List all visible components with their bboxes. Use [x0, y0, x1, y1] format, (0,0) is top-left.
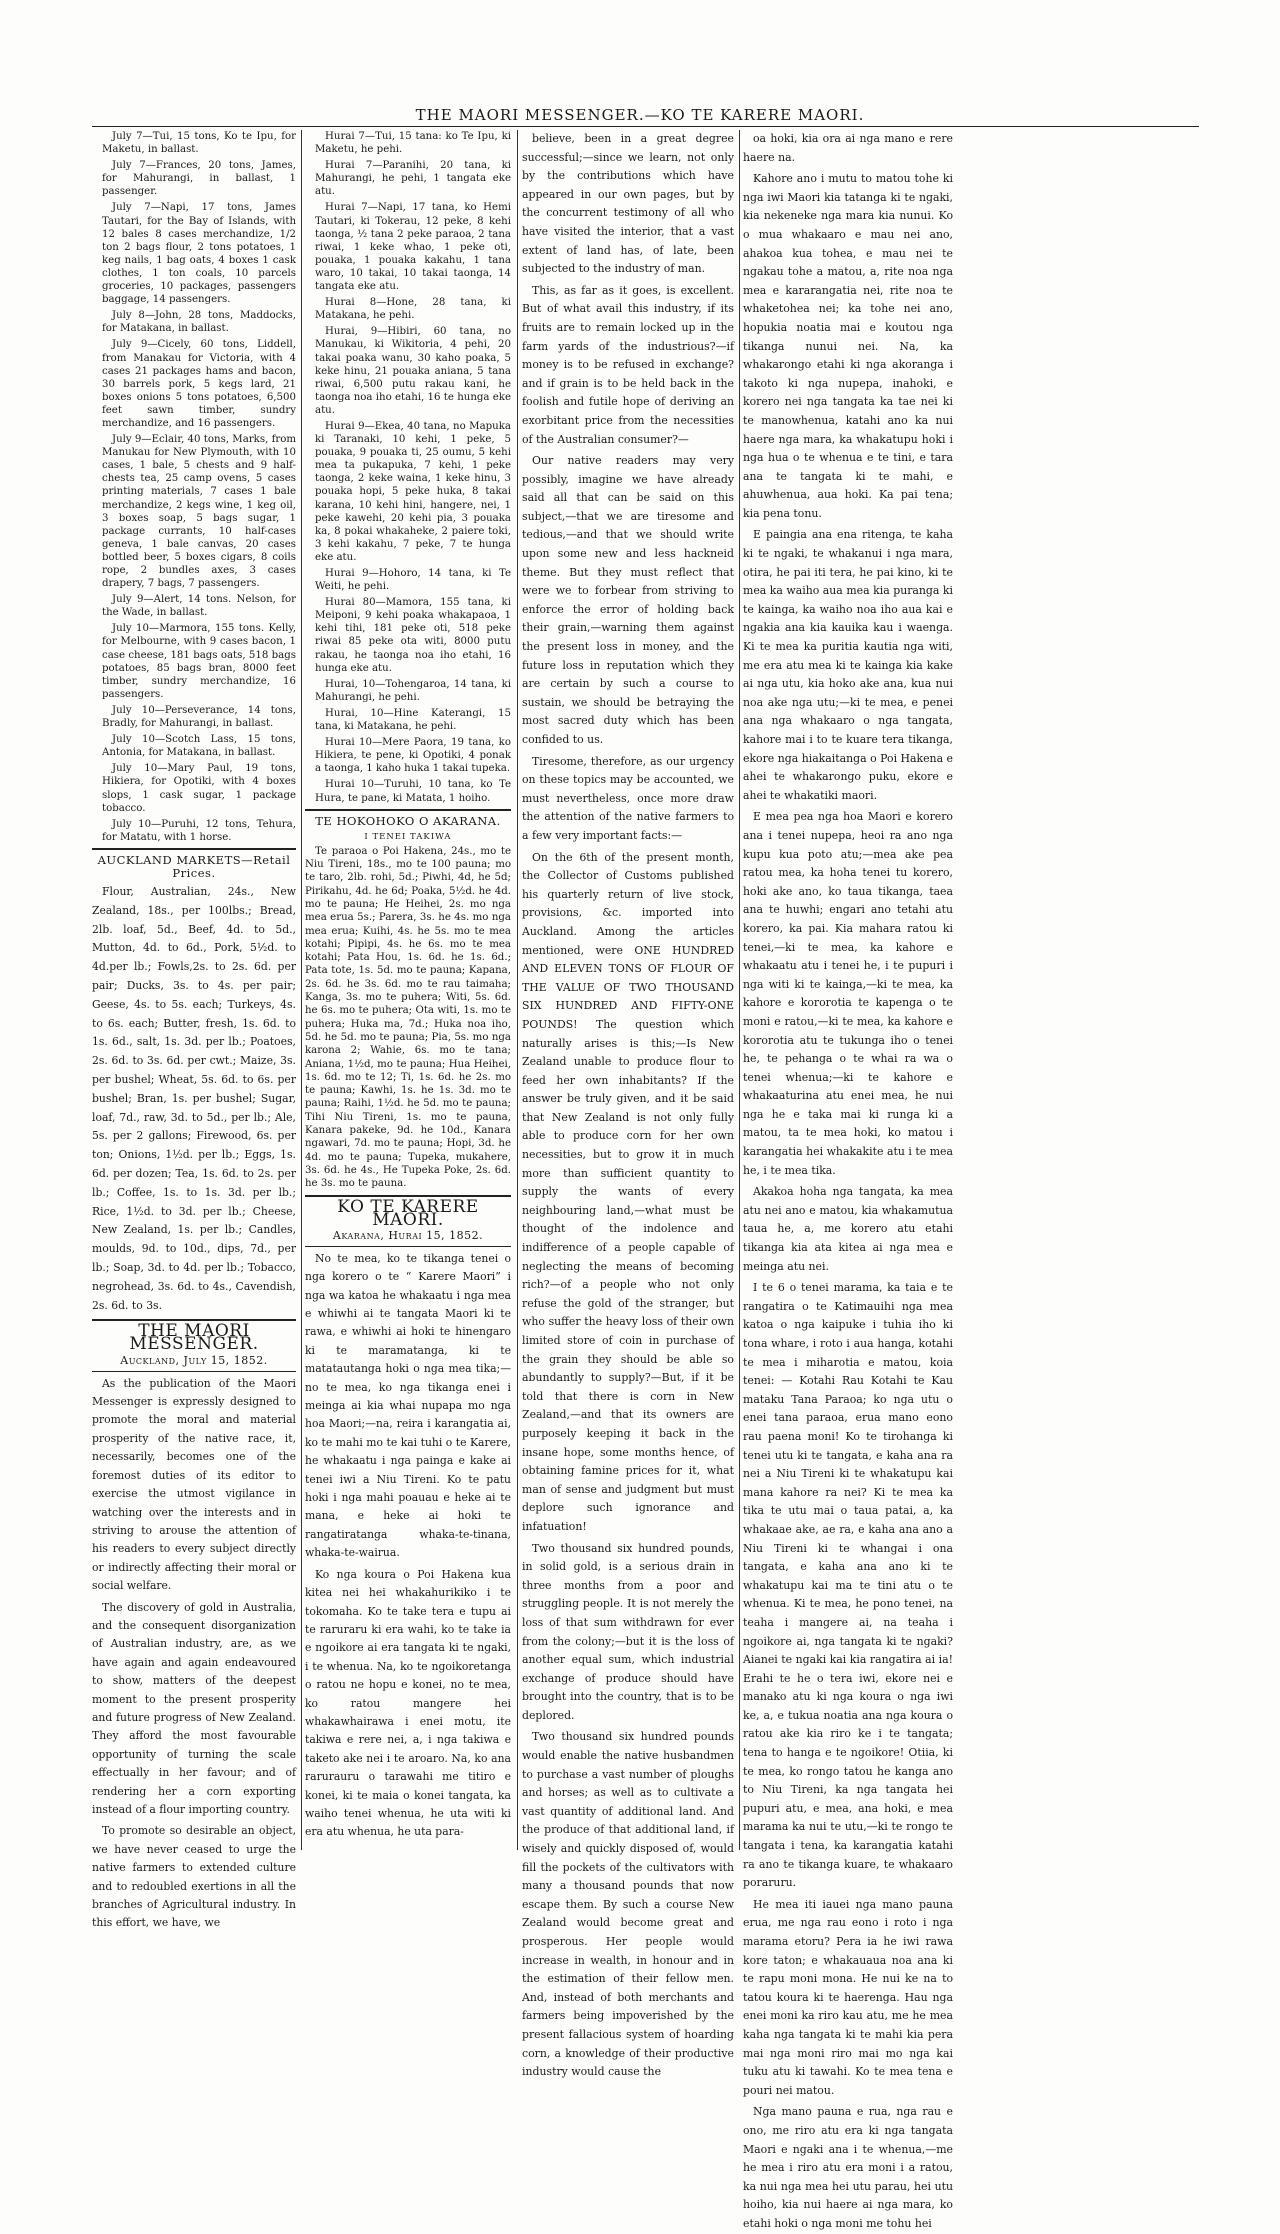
paragraph: Kahore ano i mutu to matou tohe ki nga iwi Maori kia tatanga ki te ngaki, kia nekeneke nga mara kia nunui. Ko o mua whakaaro e mau nei ano, ahakoa kua tohea, e mau nei te ngakau tohe a matou, a, rite noa nga mea e kararangatia nei, rite noa te whaketohea nei; ka tohe nei ano, hopukia noatia mai e koutou nga tikanga nunui nei. Na, ka whakarongo etahi ki nga akoranga i takoto ki nga nupepa, inahoki, e korero nei nga tangata ka tae nei ki te manowhenua, katahi ano ka nui haere nga mara, ka whakatupu hoki i nga hua o te whenua e te tini, e tara ana te tangata ki te mahi, e ahuwhenua, aua hoki. Ka pai tena; kia pena tonu.: [743, 172, 953, 520]
column-divider: [739, 130, 740, 1850]
shipping-entry: Hurai 7—Tui, 15 tana: ko Te Ipu, ki Maketu, he pehi.: [315, 131, 511, 156]
shipping-entry: July 7—Napi, 17 tons, James Tautari, for the Bay of Islands, with 12 bales 8 cases merchandize, 1/2 ton 2 bags flour, 2 tons potatoes, 1 keg nails, 1 bag oats, 4 boxes 1 cask clothes, 1 ton coals, 10 parcels groceries, 10 packages, passengers baggage, 14 passengers.: [102, 202, 296, 306]
shipping-entry: Hurai 8—Hone, 28 tana, ki Matakana, he pehi.: [315, 297, 511, 322]
paragraph: Tiresome, therefore, as our urgency on these topics may be accounted, we must nevertheless, once more draw the attention of the native farmers to a few very important facts:—: [522, 754, 734, 842]
shipping-entry: Hurai 7—Napi, 17 tana, ko Hemi Tautari, ki Tokerau, 12 peke, 8 kehi taonga, ½ tana 2 peke paraoa, 2 tana riwai, 1 keke whao, 1 peke oti, pouaka, 1 pouaka kakahu, 1 tana waro, 10 takai, 10 takai taonga, 14 tangata eke atu.: [315, 202, 511, 293]
paragraph: I te 6 o tenei marama, ka taia e te rangatira o te Katimauihi nga mea katoa o nga kaipuke i tuhia iho ki tona whare, i roto i aua hanga, kotahi te mea i miharotia e matou, koia tenei: — Kotahi Rau Kotahi te Kau mataku Tana Paraoa; ko nga utu o enei tana paraoa, erua mano eono rau paena moni! Ko te tirohanga ki tenei utu ki te tangata, e kaha ana ra nei a Niu Tireni ki te whakatupu kai mana kahore ra nei? Ki te mea ka tika te utu mai o taua patai, a, ka whakaae ake, ae ra, e kaha ana ano a Niu Tireni ki te whangai i ona tangata, e kaha ana ano ki te whakatupu kai ma te tini atu o te whenua. Ki te mea, he pono tenei, na teaha i mangere ai, na teaha i ngoikore ai, nga tangata ki te ngaki? Aianei te ngaki kai kia rangatira ai ia! Erahi te he o tera iwi, ekore nei e manako atu ki nga koura o nga iwi ke, a, e tukua noatia ana nga koura o ratou ake kia riro ke i te tangata; tena to hanga e te ngoikore! Otiia, ki te mea, ko rongo tatou he kanga ano to Niu Tireni, ka nga tangata hei pupuri atu, e mea, ana hoki, e mea marama ka nui te utu,—ki te rongo te tangata i tena, ka karangatia katahi ra ano te tikanga kuare, te whakaaro poraruru.: [743, 1281, 953, 1890]
editorial-maori-continued: [743, 130, 953, 2234]
column-3: [522, 130, 734, 2079]
masthead-rule: [92, 126, 1199, 127]
shipping-entry: Hurai, 10—Hine Katerangi, 15 tana, ki Matakana, he pehi.: [315, 707, 511, 733]
paragraph: The discovery of gold in Australia, and the consequent disorganization of Australian industry, are, as we have again and again endeavoured to show, matters of the deepest moment to the present prosperity and future progress of New Zealand. They afford the most favourable opportunity of turning the scale effectually in her favour; and of rendering her a corn exporting instead of a flour importing country.: [92, 1600, 296, 1817]
paragraph: Two thousand six hundred pounds, in solid gold, is a serious drain in three months from a poor and struggling people. It is not merely the loss of that sum withdrawn for ever from the colony;—but it is the loss of another equal sum, which industrial exchange of produce should have brought into the country, that is to be deplored.: [522, 1541, 734, 1722]
markets-title-maori: TE HOKOHOKO O AKARANA.: [315, 813, 501, 828]
paragraph: Our native readers may very possibly, imagine we have already said all that can be said on this subject,—that we are tiresome and tedious,—and that we should write upon some new and less hackneid theme. But they must reflect that were we to forbear from striving to enforce the error of holding back their grain,—warning them against the present loss in money, and the future loss in reputation which they are certain by such a course to sustain, we should be betraying the most sacred duty which has been confided to us.: [522, 454, 734, 746]
paper-title-english: THE MAORI MESSENGER.: [129, 1321, 259, 1355]
masthead: THE MAORI MESSENGER.—KO TE KARERE MAORI.: [415, 106, 865, 124]
shipping-entry: Hurai 7—Paranihi, 20 tana, ki Mahurangi, he pehi, 1 tangata eke atu.: [315, 160, 511, 198]
section-rule: [305, 809, 511, 811]
shipping-entry: July 7—Tui, 15 tons, Ko te Ipu, for Maketu, in ballast.: [102, 131, 296, 156]
paragraph: Two thousand six hundred pounds would enable the native husbandmen to purchase a vast number of ploughs and horses; as well as to cultivate a vast quantity of additional land. And the produce of that additional land, if wisely and quickly disposed of, would fill the pockets of the cultivators with many a thousand pounds that now escape them. By such a course New Zealand would become great and prosperous. Her people would increase in wealth, in honour and in the estimation of their fellow men. And, instead of both merchants and farmers being impoverished by the present fallacious system of hoarding corn, a knowledge of their productive industry would cause the: [522, 1730, 734, 2079]
shipping-entry: July 10—Marmora, 155 tons. Kelly, for Melbourne, with 9 cases bacon, 1 case cheese, 181 bags oats, 518 bags potatoes, 85 bags bran, 8000 feet timber, sundry merchandize, 16 passengers.: [102, 623, 296, 700]
paragraph: This, as far as it goes, is excellent. But of what avail this industry, if its fruits are to remain locked up in the farm yards of the industrious?—if money is to be refused in exchange? and if grain is to be held back in the foolish and futile hope of deriving an exorbitant price from the necessities of the Australian consumer?—: [522, 283, 734, 446]
shipping-entry: July 10—Perseverance, 14 tons, Bradly, for Mahurangi, in ballast.: [102, 704, 296, 730]
paragraph: No te mea, ko te tikanga tenei o nga korero o te “ Karere Maori” i nga wa katoa he whakaatu i nga mea e whiwhi ai te tangata Maori ki te rawa, e whiwhi ai hoki te hinengaro ki te maramatanga, ki te matatautanga hoki o nga mea tika;—no te mea, ko nga tikanga enei i meinga ai kia whai nupapa mo nga hoa Maori;—na, reira i karangatia ai, ko te mahi mo te kai tuhi o te Karere, he whakaatu i nga painga e kake ai tenei iwi a Niu Tireni. Ko te patu hoki i nga mahi poauau e heke ai te mana, e heke ai hoki te rangatiratanga whaka-te-tinana, whaka-te-wairua.: [305, 1251, 511, 1560]
column-divider: [301, 130, 302, 1850]
paragraph: He mea iti iauei nga mano pauna erua, me nga rau eono i roto i nga marama etoru? Pera ia he iwi rawa kore taton; e whakauaua noa ana ki te rapu moni mona. He nui ke na to tatou koura ki te haerenga. Hau nga enei moni ka riro kau atu, me he mea kaha nga tangata ki te mahi kia pera mai nga moni riro mai mo nga kai tuku atu ki tawahi. Ko te mea tena e pouri nei matou.: [743, 1897, 953, 2097]
shipping-entry: July 7—Frances, 20 tons, James, for Mahurangi, in ballast, 1 passenger.: [102, 160, 296, 198]
paragraph: oa hoki, kia ora ai nga mano e rere haere na.: [743, 132, 953, 164]
markets-subtitle-maori: I TENEI TAKIWA: [364, 831, 452, 842]
editorial-english-continued: [522, 130, 734, 2082]
paragraph: Ko nga koura o Poi Hakena kua kitea nei hei whakahurikiko i te tokomaha. Ko te take tera e tupu ai te raruraru ki era wahi, ko te take ia e ngoikore ai era tangata ki te ngaki, i te whenua. Na, ko te ngoikoretanga o ratou ne hopu e konei, no te mea, ko ratou mangere hei whakawhairawa i enei motu, ite takiwa e rere nei, a, i nga takiwa e taketo ake nei i te aroaro. Na, ko ana rarurauru o tarawahi me titiro e konei, ki te maia o konei tangata, ka waiho tenei whenua, he uta witi ki era atu whenua, he uta para-: [305, 1567, 511, 1839]
editorial-english: [92, 1375, 296, 1933]
markets-title-english: AUCKLAND MARKETS—Retail Prices.: [97, 852, 291, 880]
shipping-entry: July 8—John, 28 tons, Maddocks, for Matakana, in ballast.: [102, 310, 296, 335]
shipping-entry: July 9—Eclair, 40 tons, Marks, from Manukau for New Plymouth, with 10 cases, 1 bale, 5 chests and 9 half-chests tea, 25 camp ovens, 5 cases printing materials, 7 cases 1 bale merchandize, 2 kegs wine, 1 keg oil, 3 boxes soap, 5 bags sugar, 1 package currants, 10 half-cases geneva, 1 bale canvas, 20 cases bottled beer, 5 boxes cigars, 8 coils rope, 2 bundles axes, 3 cases drapery, 7 bags, 7 passengers.: [102, 434, 296, 590]
column-divider: [517, 130, 518, 1850]
paragraph: Akakoa hoha nga tangata, ka mea atu nei ano e matou, kia whakamutua taua he, a, me korero atu etahi tikanga kia ata kitea ai nga mea e meinga atu nei.: [743, 1185, 953, 1273]
markets-text-english: Flour, Australian, 24s., New Zealand, 18s., per 100lbs.; Bread, 2lb. loaf, 5d., Beef, 4d. to 5d., Mutton, 4d. to 6d., Pork, 5½d. to 4d.per lb.; Fowls,2s. to 2s. 6d. per pair; Ducks, 3s. to 4s. per pair; Geese, 4s. to 5s. each; Turkeys, 4s. to 6s. each; Butter, fresh, 1s. 6d. to 1s. 6d., salt, 1s. 3d. per lb.; Poatoes, 2s. 6d. to 3s. 6d. per cwt.; Maize, 3s. per bushel; Wheat, 5s. 6d. to 6s. per bushel; Bran, 1s. per bushel; Sugar, loaf, 7d., raw, 3d. to 5d., per lb.; Ale, 5s. per 2 gallons; Firewood, 6s. per ton; Onions, 1½d. per lb.; Eggs, 1s. 6d. per dozen; Tea, 1s. 6d. to 2s. per lb.; Coffee, 1s. to 1s. 3d. per lb.; Rice, 1½d. to 3d. per lb.; Cheese, New Zealand, 1s. per lb.; Candles, moulds, 9d. to 10d., dips, 7d., per lb.; Soap, 3d. to 4d. per lb.; Tobacco, negrohead, 3s. 6d. to 4s., Cavendish, 2s. 6d. to 3s.: [92, 885, 296, 1312]
shipping-entry: Hurai 9—Hohoro, 14 tana, ki Te Weiti, he pehi.: [315, 568, 511, 593]
paper-date-english: Auckland, July 15, 1852.: [120, 1353, 268, 1367]
shipping-entry: July 9—Cicely, 60 tons, Liddell, from Manakau for Victoria, with 4 cases 21 packages hams and bacon, 30 barrels pork, 5 kegs lard, 21 boxes onions 5 tons potatoes, 6,500 feet sawn timber, sundry merchandize, and 16 passengers.: [102, 339, 296, 429]
column-4: [743, 130, 953, 2230]
shipping-entry: Hurai, 10—Tohengaroa, 14 tana, ki Mahurangi, he pehi.: [315, 678, 511, 703]
paragraph: believe, been in a great degree successful;—since we learn, not only by the contributions which have appeared in our own pages, but by the concurrent testimony of all who have visited the interior, that a vast extent of land has, of late, been subjected to the industry of man.: [522, 132, 734, 276]
markets-text-maori: Te paraoa o Poi Hakena, 24s., mo te Niu Tireni, 18s., mo te 100 pauna; mo te taro, 2lb. rohi, 5d.; Piwhi, 4d, he 5d; Pirikahu, 4d. he 6d; Poaka, 5½d. he 4d. mo te pauna; He Heihei, 2s. mo nga mea erua 5s.; Parera, 3s. he 4s. mo nga mea erua; Kuihi, 4s. he 5s. mo te mea kotahi; Pipipi, 4s. he 6s. mo te mea kotahi; Pata Hou, 1s. 6d. he 1s. 6d.; Pata tote, 1s. 5d. mo te pauna; Kapana, 2s. 6d. he 3s. 6d. mo te rau taimaha; Kanga, 3s. mo te puhera; Witi, 5s. 6d. he 6s. mo te puhera; Ota witi, 1s. mo te puhera; Huka ma, 7d.; Huka noa iho, 5d. he 5d. mo te pauna; Pia, 5s. mo nga karona 2; Wahie, 6s. mo te tana; Aniana, 1½d, mo te pauna; Hua Heihei, 1s. 6d. mo te 12; Ti, 1s. 6d. he 2s. mo te pauna; Kawhi, 1s. he 1s. 3d. mo te pauna; Raihi, 1½d. he 5d. mo te pauna; Tihi Niu Tireni, 1s. mo te pauna, Kanara pakeke, 9d. he 10d., Kanara ngawari, 7d. mo te pauna; Hopi, 3d. he 4d. mo te pauna; Tupeka, mukahere, 3s. 6d. he 4s., He Tupeka Poke, 2s. 6d. he 3s. mo te pauna.: [305, 845, 511, 1190]
paragraph: E paingia ana ena ritenga, te kaha ki te ngaki, te whakanui i nga mara, otira, he pai iti tera, he pai kino, ki te mea ka waiho aua mea kia puranga ki te kainga, ka waiho noa iho aua kai e ngakia ana kia kauika kau i waenga. Ki te mea ka puritia kautia nga witi, me era atu mea ki te kainga kia kake ai nga utu, kia hoko ake ana, kua nui noa ake nga utu;—ki te mea, e penei ana nga whakaaro o nga tangata, kahore mai i to te kuare tera tikanga, ekore nga hiakaitanga o Poi Hakena e ahei te whakarongo puku, ekore e ahei te whakatiki maori.: [743, 528, 953, 802]
shipping-entry: Hurai, 9—Hibiri, 60 tana, no Manukau, ki Wikitoria, 4 pehi, 20 takai poaka wanu, 30 kaho poaka, 5 keke hinu, 21 pouaka aniana, 5 tana riwai, 6,500 putu rakau kani, he taonga noa iho etahi, 16 te hunga eke atu.: [315, 326, 511, 416]
paragraph: To promote so desirable an object, we have never ceased to urge the native farmers to extended culture and to redoubled exertions in all the branches of Agricultural industry. In this effort, we have, we: [92, 1824, 296, 1930]
paragraph: On the 6th of the present month, the Collector of Customs published his quarterly return of live stock, provisions, &c. imported into Auckland. Among the articles mentioned, were ONE HUNDRED AND ELEVEN TONS OF FLOUR OF THE VALUE OF TWO THOUSAND SIX HUNDRED AND FIFTY-ONE POUNDS! The question which naturally arises is this;—Is New Zealand unable to produce flour to feed her own inhabitants? If the answer be truly given, and it be said that New Zealand is not only fully able to produce corn for her own necessities, but to grow it in much more than sufficient quantity to supply the wants of every neighbouring land,—what must be thought of the indolence and indifference of a people capable of neglecting the means of becoming rich?—of a people who not only refuse the gold of the stranger, but who suffer the heavy loss of their own limited store of coin in purchase of the grain they should be able so abundantly to supply?—But, if it be told that there is corn in New Zealand,—and that its owners are purposely keeping it back in the insane hope, some months hence, of obtaining famine prices for it, what man of sense and judgment but must deplore such ignorance and infatuation!: [522, 850, 734, 1533]
paragraph: As the publication of the Maori Messenger is expressly designed to promote the moral and material prosperity of the native race, it, necessarily, becomes one of the foremost duties of its editor to exercise the utmost vigilance in watching over the interests and in striving to arouse the attention of his readers to every subject directly or indirectly affecting their moral or social welfare.: [92, 1376, 296, 1593]
shipping-entry: Hurai 80—Mamora, 155 tana, ki Meiponi, 9 kehi poaka whakapaoa, 1 kehi tihi, 181 peke oti, 518 peke riwai 85 peke ota witi, 8000 putu rakau, he taonga noa iho etahi, 16 hunga eke atu.: [315, 597, 511, 674]
paper-title-maori: KO TE KARERE MAORI.: [337, 1196, 479, 1230]
shipping-entry: July 10—Scotch Lass, 15 tons, Antonia, for Matakana, in ballast.: [102, 734, 296, 759]
shipping-entry: July 10—Mary Paul, 19 tons, Hikiera, for Opotiki, with 4 boxes slops, 1 cask sugar, 1 package tobacco.: [102, 763, 296, 814]
shipping-entry: Hurai 10—Turuhi, 10 tana, ko Te Hura, te pane, ki Matata, 1 hoiho.: [315, 779, 511, 804]
editorial-maori: [305, 1250, 511, 1842]
shipping-entry: July 9—Alert, 14 tons. Nelson, for the Wade, in ballast.: [102, 594, 296, 619]
section-rule: [92, 848, 296, 850]
shipping-list-maori: [305, 130, 511, 805]
shipping-entry: July 10—Puruhi, 12 tons, Tehura, for Matatu, with 1 horse.: [102, 818, 296, 843]
shipping-list-english: [92, 130, 296, 844]
paragraph: E mea pea nga hoa Maori e korero ana i tenei nupepa, heoi ra ano nga kupu kua poto atu;—mea ake pea ratou mea, ka hoha tenei tu korero, hoki ake ano, ko taua tikanga, taea ana te huwhi; engari ano tetahi atu korero, ka pai. Kia mahara ratou ki tenei,—ki te mea, ka kahore e whakaatu atu i tenei he, i te pupuri i nga witi ki te kainga,—ki te mea, ka kahore e kororotia te kapenga o te moni e ratou,—ki te mea, ka kahore e kororotia atu te tukunga iho o tenei he, te pehanga o te whai ra wa o tenei whenua;—ki te kahore e whakaaturina atu enei mea, he nui nga he e taka mai ki runga ki a matou, ta te mea hoki, ko matou i karangatia hei whakakite atu i te mea he, i te mea tika.: [743, 810, 953, 1177]
paragraph: Nga mano pauna e rua, nga rau e ono, me riro atu era ki nga tangata Maori e ngaki ana i te whenua,—me he mea i riro atu era moni i a ratou, ka nui nga mea hei utu parau, hei utu hoiho, kia nui haere ai nga mara, ko etahi hoki o nga moni me tohu hei: [743, 2105, 953, 2230]
section-rule: [305, 1246, 511, 1247]
paper-date-maori: Akarana, Hurai 15, 1852.: [332, 1228, 484, 1242]
shipping-entry: Hurai 10—Mere Paora, 19 tana, ko Hikiera, te pene, ki Opotiki, 4 ponak a taonga, 1 kaho huka 1 takai tupeka.: [315, 737, 511, 775]
shipping-entry: Hurai 9—Ekea, 40 tana, no Mapuka ki Taranaki, 10 kehi, 1 peke, 5 pouaka, 9 pouaka ti, 25 oumu, 5 kehi mea ta pukapuka, 7 kehi, 1 peke taonga, 2 keke waina, 1 keke hinu, 3 pouaka hopi, 5 peke huka, 8 takai karana, 10 kehi hini, hangere, nei, 1 peke kawehi, 20 kehi pia, 3 pouaka ka, 8 pokai whakaheke, 2 paiere toki, 3 kehi kakahu, 7 peke, 7 te hunga eke atu.: [315, 420, 511, 563]
column-1: [92, 130, 296, 1930]
section-rule: [92, 1371, 296, 1372]
column-2: [305, 130, 511, 1860]
